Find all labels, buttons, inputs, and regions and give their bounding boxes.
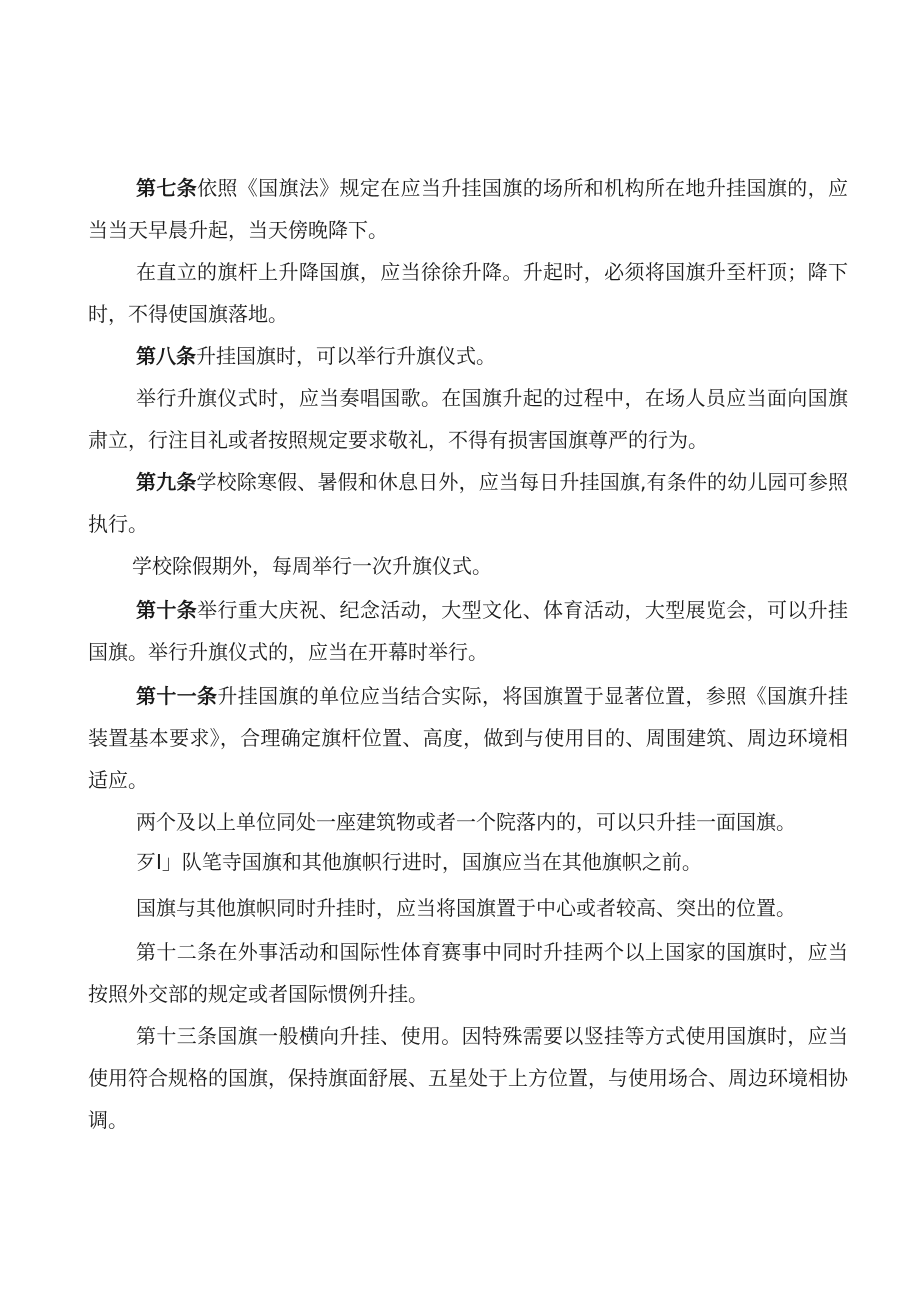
paragraph-text: 举行重大庆祝、纪念活动，大型文化、体育活动，大型展览会，可以升挂国旗。举行升旗仪式的，应当在开幕时举行。 (88, 598, 849, 664)
article-heading: 第十一条 (136, 684, 218, 708)
paragraph-text: 第十三条国旗一般横向升挂、使用。因特殊需要以竖挂等方式使用国旗时，应当使用符合规格的国旗，保持旗面舒展、五星处于上方位置，与使用场合、周边环境相协调。 (88, 1024, 848, 1132)
article-heading: 第八条 (136, 344, 196, 368)
paragraph-article-10 (88, 589, 848, 673)
paragraph-text: 升挂国旗的单位应当结合实际，将国旗置于显著位置，参照《国旗升挂装置基本要求》，合理确定旗杆位置、高度，做到与使用目的、周围建筑、周边环境相适应。 (88, 684, 849, 792)
paragraph (88, 801, 848, 843)
paragraph-article-7 (88, 167, 848, 251)
paragraph-article-8 (88, 335, 848, 377)
paragraph-text: 在直立的旗杆上升降国旗，应当徐徐升降。升起时，必须将国旗升至杆顶；降下时，不得使国旗落地。 (88, 260, 848, 326)
paragraph-article-11 (88, 675, 848, 801)
paragraph-article-9 (88, 461, 848, 545)
paragraph-text: 举行升旗仪式时，应当奏唱国歌。在国旗升起的过程中，在场人员应当面向国旗肃立，行注目礼或者按照规定要求敬礼，不得有损害国旗尊严的行为。 (88, 386, 848, 452)
article-heading: 第九条 (136, 470, 197, 494)
paragraph (88, 887, 848, 929)
paragraph-text: 两个及以上单位同处一座建筑物或者一个院落内的，可以只升挂一面国旗。 (136, 810, 796, 834)
paragraph-text: 升挂国旗时，可以举行升旗仪式。 (196, 344, 496, 368)
paragraph (88, 841, 848, 883)
paragraph-text: 学校除寒假、暑假和休息日外，应当每日升挂国旗,有条件的幼儿园可参照执行。 (88, 470, 848, 536)
paragraph-text: 国旗与其他旗帜同时升挂时，应当将国旗置于中心或者较高、突出的位置。 (136, 896, 796, 920)
paragraph (88, 377, 848, 461)
paragraph-text: 依照《国旗法》规定在应当升挂国旗的场所和机构所在地升挂国旗的，应当当天早晨升起，当天傍晚降下。 (88, 176, 849, 242)
article-heading: 第十条 (136, 598, 198, 622)
paragraph-text: 学校除假期外，每周举行一次升旗仪式。 (132, 554, 492, 578)
paragraph-text: 第十二条在外事活动和国际性体育赛事中同时升挂两个以上国家的国旗时，应当按照外交部的规定或者国际惯例升挂。 (88, 940, 848, 1006)
paragraph (88, 251, 848, 335)
paragraph-text: 歹I」队笔寺国旗和其他旗帜行进时，国旗应当在其他旗帜之前。 (136, 850, 702, 874)
paragraph-article-12 (88, 931, 848, 1015)
paragraph-article-13 (88, 1015, 848, 1141)
article-heading: 第七条 (136, 176, 198, 200)
paragraph (88, 545, 848, 587)
